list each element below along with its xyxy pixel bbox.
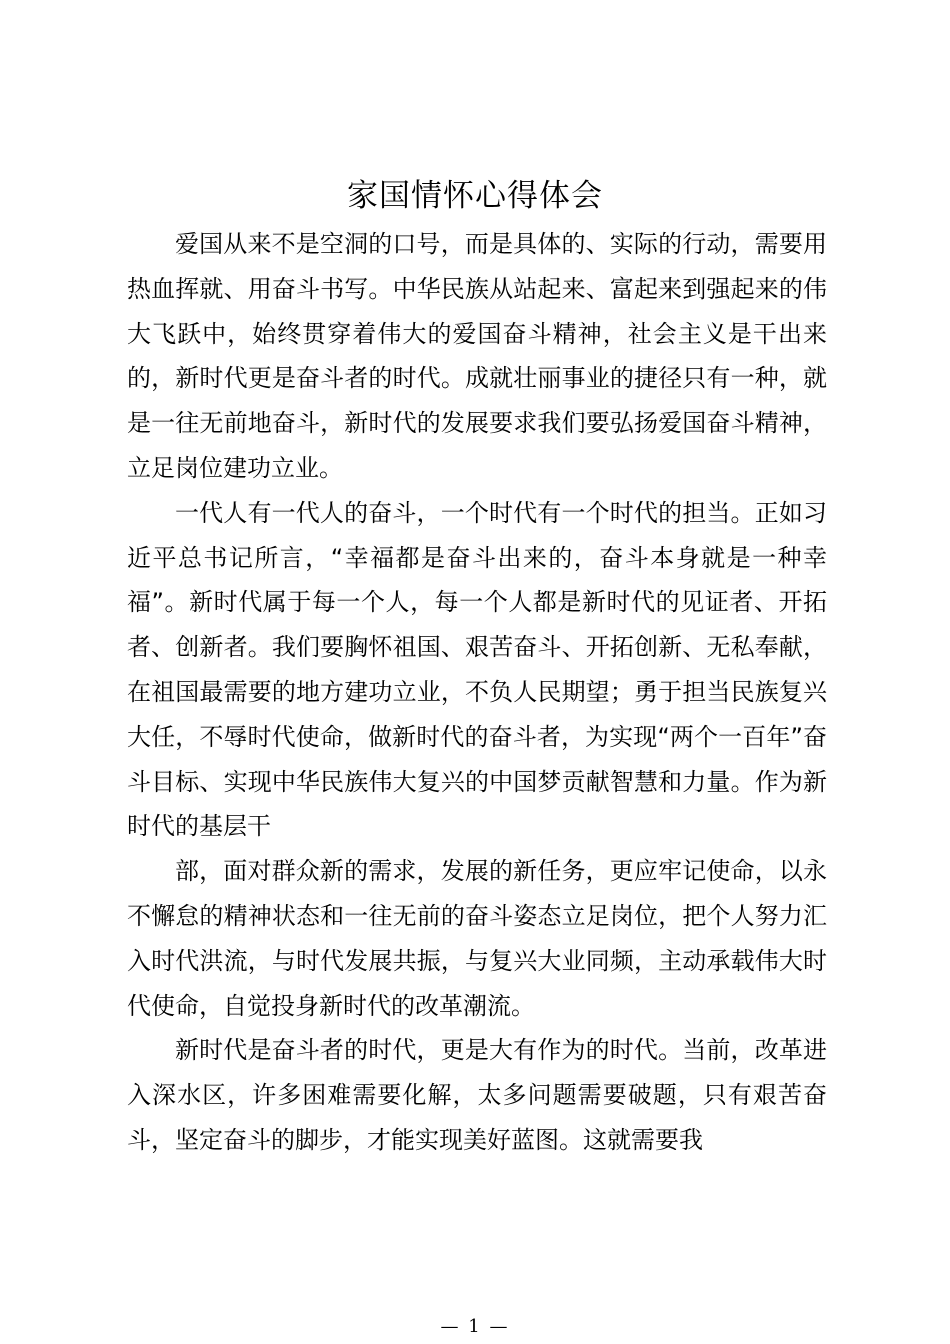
- paragraph-1: 爱国从来不是空洞的口号，而是具体的、实际的行动，需要用热血挥就、用奋斗书写。中华民族从站起来、富起来到强起来的伟大飞跃中，始终贯穿着伟大的爱国奋斗精神，社会主义是干出来的，新时代更是奋斗者的时代。成就壮丽事业的捷径只有一种，就是一往无前地奋斗，新时代的发展要求我们要弘扬爱国奋斗精神，立足岗位建功立业。: [127, 230, 827, 482]
- paragraph-3: 部，面对群众新的需求，发展的新任务，更应牢记使命，以永不懈怠的精神状态和一往无前的奋斗姿态立足岗位，把个人努力汇入时代洪流，与时代发展共振，与复兴大业同频，主动承载伟大时代使命，自觉投身新时代的改革潮流。: [127, 857, 827, 1020]
- document-title: 家国情怀心得体会: [347, 178, 603, 214]
- document-body: [127, 222, 827, 1163]
- paragraph-2: 一代人有一代人的奋斗，一个时代有一个时代的担当。正如习近平总书记所言，“幸福都是奋斗出来的，奋斗本身就是一种幸福”。新时代属于每一个人，每一个人都是新时代的见证者、开拓者、创新者。我们要胸怀祖国、艰苦奋斗、开拓创新、无私奉献，在祖国最需要的地方建功立业，不负人民期望；勇于担当民族复兴大任，不辱时代使命，做新时代的奋斗者，为实现“两个一百年”奋斗目标、实现中华民族伟大复兴的中国梦贡献智慧和力量。作为新时代的基层干: [127, 498, 827, 841]
- page-number: — 1 —: [440, 1316, 510, 1337]
- paragraph-4: 新时代是奋斗者的时代，更是大有作为的时代。当前，改革进入深水区，许多困难需要化解，太多问题需要破题，只有艰苦奋斗，坚定奋斗的脚步，才能实现美好蓝图。这就需要我: [127, 1036, 827, 1154]
